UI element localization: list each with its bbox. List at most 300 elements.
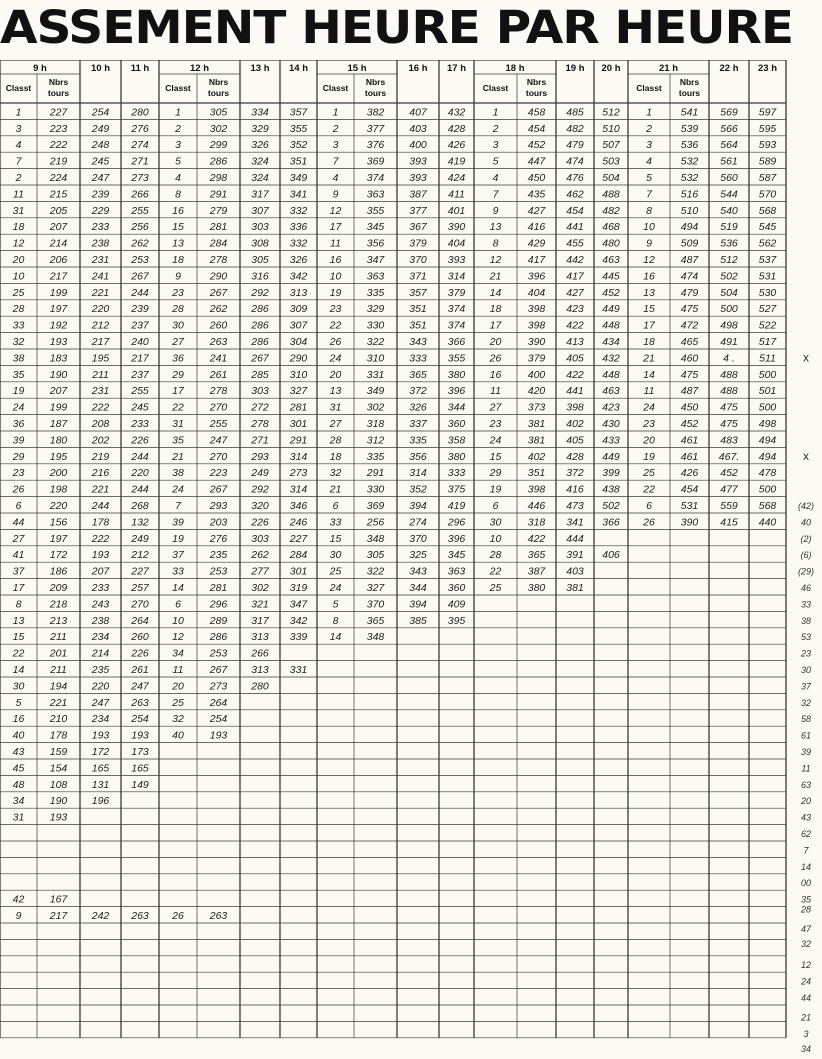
table-cell: 343 [409, 336, 427, 348]
table-cell: 238 [91, 614, 110, 627]
table-cell: 377 [409, 204, 427, 217]
table-cell: 249 [251, 467, 269, 480]
table-cell: 452 [720, 467, 738, 480]
margin-note: 33 [800, 599, 812, 610]
table-cell: 458 [527, 106, 546, 119]
table-cell: 560 [720, 172, 738, 184]
table-cell: 16 [489, 368, 502, 381]
table-cell: 376 [366, 139, 385, 152]
table-cell: 494 [758, 434, 777, 447]
hour-header: 22 h [719, 63, 739, 74]
table-cell: 289 [209, 614, 228, 627]
table-cell: 326 [409, 401, 427, 414]
table-cell: 461 [680, 450, 699, 463]
table-cell: 377 [366, 122, 385, 135]
table-cell: 482 [566, 122, 584, 135]
table-cell: 488 [602, 188, 620, 201]
table-cell: 42 [12, 893, 25, 906]
table-cell: 26 [643, 516, 655, 529]
table-cell: 180 [49, 434, 68, 447]
table-cell: 473 [566, 500, 584, 512]
table-cell: 398 [527, 319, 546, 332]
table-cell: 369 [366, 500, 385, 512]
table-cell: 44 [12, 516, 25, 529]
table-cell: 593 [758, 139, 777, 152]
table-cell: 448 [602, 368, 620, 381]
table-cell: 48 [12, 778, 25, 791]
margin-note: 12 [800, 960, 812, 971]
table-cell: 13 [643, 286, 655, 299]
table-cell: 374 [366, 172, 385, 184]
table-cell: 319 [289, 582, 308, 594]
table-cell: 296 [447, 516, 466, 529]
table-cell: 29 [172, 368, 184, 381]
table-cell: 20 [643, 434, 655, 447]
table-cell: 17 [329, 221, 342, 234]
table-cell: 301 [289, 565, 308, 578]
table-cell: 220 [91, 303, 110, 316]
table-cell: 20 [329, 368, 342, 381]
table-cell: 207 [49, 385, 68, 398]
table-cell: 31 [12, 204, 25, 217]
table-cell: 366 [447, 336, 466, 348]
table-cell: 454 [680, 483, 699, 496]
table-cell: 426 [447, 139, 466, 152]
table-cell: 318 [366, 418, 385, 430]
table-cell: 452 [602, 286, 620, 299]
table-cell: 280 [131, 106, 149, 119]
table-cell: 3 [492, 139, 499, 152]
table-cell: 281 [209, 221, 228, 234]
table-cell: 149 [131, 778, 149, 791]
table-cell: 519 [720, 221, 738, 234]
table-cell: 35 [12, 368, 25, 381]
margin-note: 20 [800, 796, 812, 807]
table-cell: 448 [602, 319, 620, 332]
table-cell: 286 [251, 303, 269, 316]
table-cell: 597 [758, 106, 777, 119]
margin-note: 14 [800, 861, 812, 872]
table-cell: 247 [91, 172, 110, 184]
table-cell: 363 [447, 565, 466, 578]
table-cell: 531 [680, 500, 699, 512]
table-cell: 487 [680, 385, 699, 398]
margin-note: 21 [800, 1012, 812, 1023]
table-cell: 512 [602, 106, 620, 119]
table-cell: 329 [366, 303, 385, 316]
table-cell: 393 [447, 254, 466, 266]
table-cell: 302 [209, 122, 228, 135]
table-cell: 348 [366, 532, 385, 545]
table-cell: 14 [12, 664, 25, 676]
table-cell: 270 [209, 450, 228, 463]
table-cell: 227 [49, 106, 68, 119]
table-cell: 271 [131, 155, 149, 168]
table-cell: 10 [172, 614, 184, 627]
table-cell: 326 [251, 139, 269, 152]
table-cell: 405 [566, 352, 584, 365]
table-cell: 10 [489, 532, 502, 545]
table-cell: 244 [131, 450, 149, 463]
table-cell: 483 [720, 434, 738, 447]
table-cell: 9 [492, 204, 499, 217]
table-cell: 22 [12, 647, 25, 660]
table-cell: 568 [758, 204, 777, 217]
table-cell: 336 [289, 221, 308, 234]
table-cell: 193 [91, 549, 110, 562]
table-cell: 301 [289, 418, 308, 430]
table-cell: 217 [49, 910, 68, 922]
table-cell: 332 [289, 237, 308, 250]
table-cell: 12 [643, 254, 655, 266]
table-cell: 438 [602, 483, 620, 496]
table-cell: 24 [643, 401, 655, 414]
table-cell: 475 [720, 418, 738, 430]
table-cell: 352 [289, 139, 308, 152]
table-cell: 23 [172, 286, 184, 299]
table-cell: 255 [131, 204, 149, 217]
classt-header: Classt [165, 83, 191, 93]
table-cell: 302 [366, 401, 385, 414]
table-cell: 165 [131, 762, 149, 775]
table-cell: 442 [566, 254, 584, 266]
table-cell: 222 [49, 139, 68, 152]
table-cell: 305 [366, 549, 385, 562]
table-cell: 279 [209, 204, 228, 217]
table-cell: 502 [720, 270, 738, 283]
table-cell: 349 [289, 172, 308, 184]
table-cell: 284 [209, 237, 228, 250]
table-cell: 165 [91, 762, 110, 775]
table-cell: 441 [566, 385, 584, 398]
table-cell: 363 [366, 188, 385, 201]
table-cell: 351 [409, 303, 427, 316]
margin-note: 47 [800, 924, 812, 935]
table-cell: 485 [566, 106, 584, 119]
table-cell: 566 [720, 122, 738, 135]
margin-note: 35 [800, 894, 812, 905]
table-cell: 210 [49, 713, 68, 726]
table-cell: 237 [131, 368, 149, 381]
table-cell: 342 [289, 614, 308, 627]
table-cell: 532 [680, 172, 699, 184]
table-cell: 374 [447, 303, 466, 316]
table-body [12, 106, 778, 922]
table-cell: 318 [527, 516, 546, 529]
table-cell: 16 [643, 270, 655, 283]
table-cell: 380 [447, 368, 466, 381]
table-cell: 333 [447, 467, 466, 480]
table-cell: 285 [251, 368, 269, 381]
table-cell: 31 [172, 418, 184, 430]
table-cell: 545 [758, 221, 777, 234]
table-cell: 463 [602, 385, 620, 398]
table-cell: 21 [489, 270, 502, 283]
table-cell: 411 [448, 188, 465, 201]
tours-header: tours [364, 88, 387, 98]
margin-note: (2) [800, 533, 812, 544]
margin-note: x [803, 350, 809, 365]
table-cell: 286 [251, 336, 269, 348]
table-cell: 422 [527, 532, 546, 545]
table-cell: 447 [527, 155, 546, 168]
margin-note: x [803, 448, 809, 463]
table-cell: 536 [720, 237, 738, 250]
hour-header: 10 h [90, 63, 111, 74]
table-cell: 400 [527, 368, 546, 381]
hour-header: 16 h [408, 63, 428, 74]
table-cell: 441 [566, 221, 584, 234]
table-cell: 222 [91, 401, 110, 414]
table-cell: 267 [209, 664, 228, 676]
table-cell: 424 [447, 172, 466, 184]
table-cell: 267 [251, 352, 269, 365]
table-cell: 317 [251, 188, 269, 201]
table-cell: 24 [489, 434, 502, 447]
table-cell: 247 [91, 696, 110, 709]
table-cell: 280 [251, 680, 269, 693]
table-cell: 245 [131, 401, 149, 414]
table-cell: 2 [646, 122, 652, 135]
table-cell: 270 [131, 598, 149, 611]
table-cell: 511 [759, 352, 776, 365]
table-cell: 415 [720, 516, 738, 529]
table-cell: 10 [643, 221, 655, 234]
table-cell: 19 [489, 483, 502, 496]
table-cell: 348 [366, 631, 385, 644]
table-cell: 178 [49, 729, 68, 742]
table-cell: 347 [289, 598, 308, 611]
table-cell: 1 [175, 106, 181, 119]
table-cell: 530 [758, 286, 777, 299]
table-cell: 307 [251, 204, 269, 217]
table-cell: 475 [680, 303, 699, 316]
table-cell: 403 [566, 565, 584, 578]
table-cell: 217 [91, 336, 110, 348]
table-cell: 21 [172, 450, 184, 463]
table-cell: 423 [566, 303, 584, 316]
table-cell: 452 [680, 418, 699, 430]
table-cell: 249 [91, 122, 110, 135]
table-cell: 211 [50, 664, 67, 676]
table-cell: 156 [49, 516, 68, 529]
table-cell: 3 [332, 139, 339, 152]
table-cell: 193 [49, 811, 68, 824]
table-cell: 253 [209, 647, 228, 660]
table-cell: 292 [251, 483, 269, 496]
table-cell: 263 [209, 910, 228, 922]
table-cell: 194 [49, 680, 68, 693]
table-cell: 36 [172, 352, 184, 365]
table-cell: 17 [489, 319, 502, 332]
table-cell: 6 [175, 598, 181, 611]
table-cell: 380 [447, 450, 466, 463]
table-cell: 254 [91, 106, 110, 119]
table-cell: 201 [49, 647, 68, 660]
table-cell: 217 [49, 270, 68, 283]
table-cell: 16 [12, 713, 25, 726]
table-cell: 339 [289, 631, 308, 644]
table-cell: 25 [643, 467, 655, 480]
table-cell: 331 [366, 368, 385, 381]
table-cell: 445 [602, 270, 620, 283]
table-cell: 14 [643, 368, 655, 381]
table-cell: 416 [566, 483, 584, 496]
table-cell: 293 [209, 500, 228, 512]
table-cell: 343 [409, 565, 427, 578]
table-cell: 482 [602, 204, 620, 217]
table-cell: 186 [49, 565, 68, 578]
table-cell: 40 [12, 729, 25, 742]
table-cell: 28 [329, 434, 342, 447]
table-cell: 255 [209, 418, 228, 430]
table-cell: 154 [49, 762, 68, 775]
table-cell: 18 [172, 254, 184, 266]
table-cell: 216 [91, 467, 110, 480]
table-cell: 561 [720, 155, 738, 168]
table-cell: 8 [646, 204, 652, 217]
nbrs-header: Nbrs [208, 77, 229, 87]
table-cell: 23 [12, 467, 25, 480]
table-cell: 36 [12, 418, 25, 430]
table-cell: 435 [527, 188, 546, 201]
table-cell: 396 [447, 532, 466, 545]
table-cell: 9 [175, 270, 181, 283]
table-cell: 314 [409, 467, 427, 480]
table-cell: 197 [49, 532, 68, 545]
table-cell: 15 [329, 532, 342, 545]
table-cell: 335 [366, 286, 385, 299]
table-cell: 254 [131, 713, 149, 726]
table-cell: 391 [566, 549, 584, 562]
table-cell: 9 [646, 237, 652, 250]
table-cell: 324 [251, 172, 269, 184]
tours-header: tours [207, 88, 230, 98]
table-cell: 365 [527, 549, 546, 562]
margin-note: 40 [800, 517, 812, 528]
table-cell: 238 [91, 237, 110, 250]
table-cell: 428 [566, 450, 584, 463]
table-cell: 327 [289, 385, 308, 398]
table-cell: 568 [758, 500, 777, 512]
margin-notes [798, 350, 814, 1059]
table-cell: 244 [131, 483, 149, 496]
table-cell: 428 [447, 122, 466, 135]
table-cell: 28 [489, 549, 502, 562]
table-cell: 375 [447, 483, 466, 496]
table-cell: 462 [566, 188, 584, 201]
table-cell: 330 [366, 483, 385, 496]
table-cell: 454 [527, 122, 546, 135]
hour-header: 15 h [347, 63, 367, 74]
table-cell: 402 [527, 450, 546, 463]
table-cell: 262 [209, 303, 228, 316]
table-cell: 335 [409, 434, 427, 447]
table-cell: 220 [49, 500, 68, 512]
table-cell: 231 [91, 385, 110, 398]
table-cell: 10 [12, 270, 25, 283]
table-cell: 22 [329, 319, 342, 332]
table-cell: 324 [251, 155, 269, 168]
table-cell: 229 [91, 204, 110, 217]
table-cell: 215 [49, 188, 68, 201]
table-cell: 419 [447, 500, 466, 512]
table-cell: 8 [15, 598, 22, 611]
table-cell: 20 [489, 336, 502, 348]
table-cell: 202 [91, 434, 110, 447]
table-cell: 221 [49, 696, 68, 709]
table-cell: 34 [172, 647, 184, 660]
table-cell: 516 [680, 188, 699, 201]
table-cell: 271 [251, 434, 269, 447]
table-cell: 373 [527, 401, 546, 414]
margin-note: 39 [800, 747, 812, 757]
table-cell: 33 [172, 565, 184, 578]
table-cell: 531 [758, 270, 777, 283]
margin-note: 38 [800, 615, 812, 626]
table-cell: 501 [758, 385, 777, 398]
table-cell: 432 [602, 352, 620, 365]
table-cell: 370 [409, 254, 427, 266]
table-cell: 352 [409, 483, 427, 496]
table-cell: 23 [489, 418, 502, 430]
table-cell: 241 [91, 270, 110, 283]
margin-note: 3 [803, 1029, 809, 1040]
table-cell: 570 [758, 188, 777, 201]
table-cell: 299 [209, 139, 228, 152]
table-cell: 305 [209, 106, 228, 119]
table-cell: 467. [718, 450, 740, 463]
table-cell: 199 [49, 401, 68, 414]
table-cell: 196 [91, 795, 110, 808]
table-cell: 212 [131, 549, 149, 562]
table-cell: 209 [49, 582, 68, 594]
table-cell: 404 [527, 286, 546, 299]
table-cell: 331 [289, 664, 308, 676]
table-cell: 346 [289, 500, 308, 512]
table-cell: 24 [172, 483, 184, 496]
table-cell: 41 [12, 549, 25, 562]
table-cell: 370 [366, 598, 385, 611]
table-cell: 310 [366, 352, 385, 365]
table-cell: 266 [251, 647, 269, 660]
table-cell: 387 [527, 565, 546, 578]
table-cell: 390 [527, 336, 546, 348]
table-cell: 510 [680, 204, 699, 217]
margin-note: 63 [800, 779, 812, 790]
table-cell: 267 [209, 483, 228, 496]
hour-header: 18 h [505, 63, 525, 74]
hour-header: 19 h [565, 63, 585, 74]
margin-note: 28 [800, 904, 812, 915]
table-cell: 187 [49, 418, 68, 430]
table-cell: 366 [602, 516, 620, 529]
table-cell: 132 [131, 516, 149, 529]
table-cell: 347 [366, 254, 385, 266]
table-cell: 263 [131, 910, 149, 922]
table-cell: 4 [175, 172, 181, 184]
table-cell: 219 [49, 155, 68, 168]
margin-note: 37 [800, 681, 812, 692]
table-cell: 351 [527, 467, 546, 480]
table-cell: 241 [209, 352, 228, 365]
margin-note: 00 [800, 878, 812, 889]
table-cell: 504 [720, 286, 738, 299]
table-cell: 487 [680, 254, 699, 266]
table-cell: 527 [758, 303, 777, 316]
table-cell: 450 [680, 401, 699, 414]
table-cell: 379 [409, 237, 427, 250]
